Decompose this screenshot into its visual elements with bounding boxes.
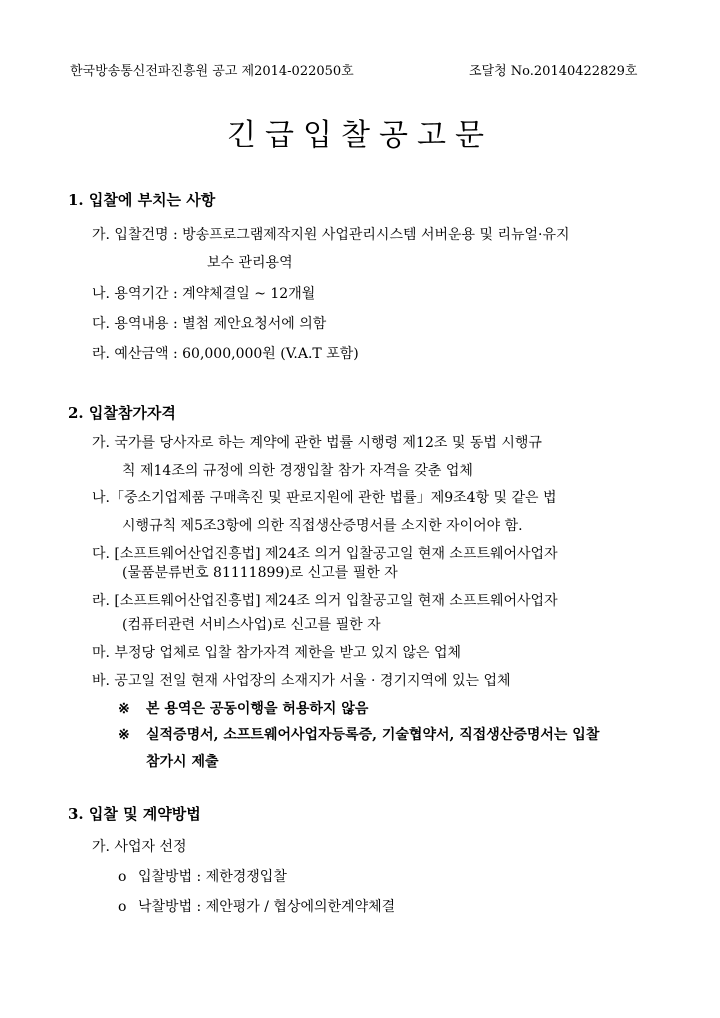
list-item-continuation: (컴퓨터관련 서비스사업)로 신고를 필한 자 [122,617,381,633]
bullet-mark: o [118,869,127,885]
list-item: 다. 용역내용 : 별첨 제안요청서에 의함 [92,316,327,332]
section-heading: 3. 입찰 및 계약방법 [68,805,201,823]
reference-mark: ※ [118,727,130,743]
procurement-number: 조달청 No.20140422829호 [469,64,638,79]
list-item: 가. 입찰건명 : 방송프로그램제작지원 사업관리시스템 서버운용 및 리뉴얼·유지 [92,227,570,243]
note-text: 본 용역은 공동이행을 허용하지 않음 [146,701,369,717]
list-item-continuation: 시행규칙 제5조3항에 의한 직접생산증명서를 소지한 자이어야 함. [122,518,523,534]
list-item: 다. [소프트웨어산업진흥법] 제24조 의거 입찰공고일 현재 소프트웨어사업자 [92,546,558,562]
bullet-mark: o [118,899,127,915]
document-title: 긴급입찰공고문 [227,118,493,153]
list-item: 나.「중소기업제품 구매촉진 및 판로지원에 관한 법률」제9조4항 및 같은 법 [92,490,557,506]
list-item-continuation: 보수 관리용역 [207,255,293,271]
announcement-number: 한국방송통신전파진흥원 공고 제2014-022050호 [70,64,354,79]
list-item: 라. [소프트웨어산업진흥법] 제24조 의거 입찰공고일 현재 소프트웨어사업자 [92,593,558,609]
list-item: 라. 예산금액 : 60,000,000원 (V.A.T 포함) [92,346,359,362]
note-text: 실적증명서, 소프트웨어사업자등록증, 기술협약서, 직접생산증명서는 입찰 [146,727,600,743]
section-heading: 1. 입찰에 부치는 사항 [68,191,216,209]
note-continuation: 참가시 제출 [146,754,219,770]
section-heading: 2. 입찰참가자격 [68,404,176,422]
bullet-text: 입찰방법 : 제한경쟁입찰 [138,869,287,885]
bullet-item [118,866,287,886]
list-item: 가. 국가를 당사자로 하는 계약에 관한 법률 시행령 제12조 및 동법 시행규 [92,435,542,451]
note [118,698,368,718]
list-item: 가. 사업자 선정 [92,839,187,855]
list-item-continuation: 칙 제14조의 규정에 의한 경쟁입찰 참가 자격을 갖춘 업체 [122,463,473,479]
list-item: 나. 용역기간 : 계약체결일 ~ 12개월 [92,286,316,302]
list-item: 마. 부정당 업체로 입찰 참가자격 제한을 받고 있지 않은 업체 [92,645,462,661]
bullet-item [118,896,395,916]
bullet-text: 낙찰방법 : 제안평가 / 협상에의한계약체결 [138,899,396,915]
reference-mark: ※ [118,701,130,717]
list-item: 바. 공고일 전일 현재 사업장의 소재지가 서울 · 경기지역에 있는 업체 [92,673,511,689]
note [118,724,599,744]
list-item-continuation: (물품분류번호 81111899)로 신고를 필한 자 [122,565,398,581]
